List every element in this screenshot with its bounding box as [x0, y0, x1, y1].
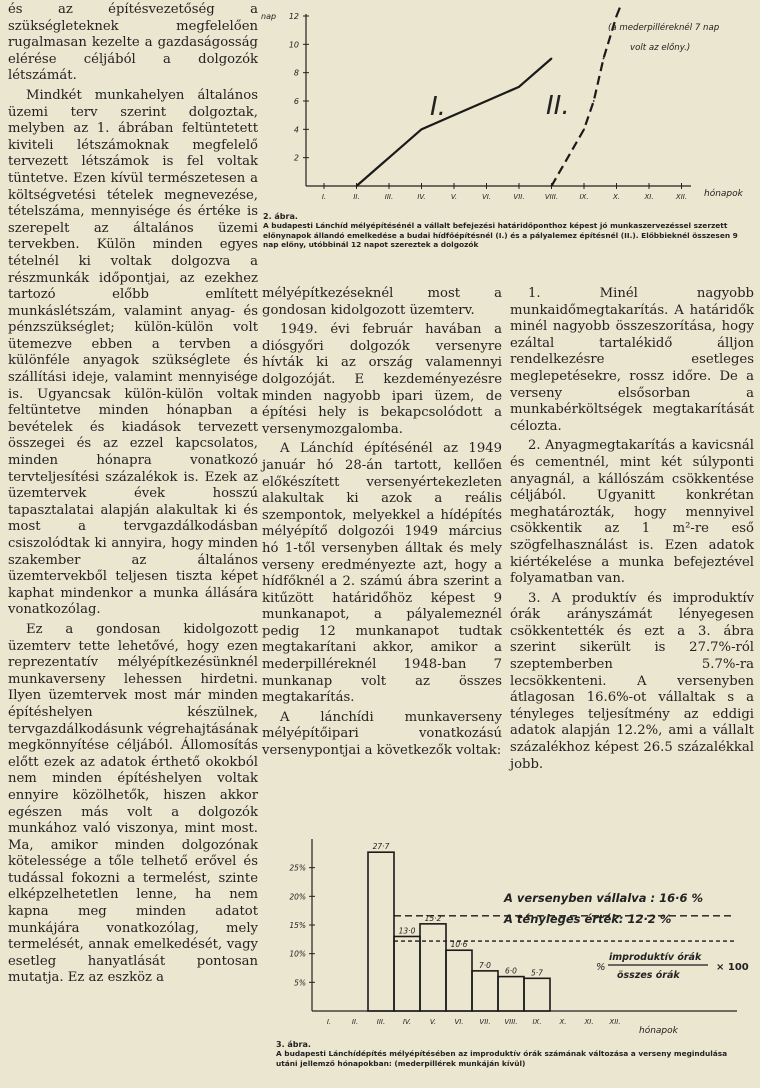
series-line-II-top	[617, 6, 621, 16]
x-tick-label: XII.	[609, 1018, 621, 1026]
data-point	[551, 58, 553, 60]
middle-text-column	[262, 286, 502, 760]
x-tick-label: IV.	[402, 1018, 412, 1026]
y-tick-label: 10	[288, 40, 299, 50]
x-tick-label: II.	[351, 1018, 359, 1026]
y-tick-label: 12	[288, 12, 299, 21]
figure-2-caption	[263, 212, 755, 250]
x-tick-label: XII.	[675, 193, 688, 201]
bar	[498, 977, 524, 1011]
formula-numerator: improduktív órák	[609, 952, 702, 963]
x-tick-label: III.	[376, 1018, 386, 1026]
paragraph: mélyépítkezéseknél most a gondosan kidolgozott üzemterv.	[262, 286, 502, 318]
bar-value-label: 6·0	[505, 966, 517, 976]
caption-text: A budapesti Lánchíd mélyépítésénél a vállalt befejezési határidőponthoz képest jó munkaszervezéssel szerzett előnynapok állandó emelkedése a budai hídfőépítésnél (I.) és a pályalemez építésnél (II.). Előbbieknél összesen 9 nap előny, utóbbinál 12 napot szereztek a dolgozók	[263, 221, 738, 250]
paragraph: A lánchídi munkaverseny mélyépítőipari vonatkozású versenypontjai a következők voltak:	[262, 709, 502, 759]
paragraph: A Lánchíd építésénél az 1949 január hó 28-án tartott, kellően előkészített versenyértekezleten alakultak ki azok a reális szempontok, melyekkel a hídépítés mélyépítő dolgozói 1949 március hó 1-től versenyben álltak és mely verseny eredményezte azt, hogy a hídfőknél a 2. számú ábra szerint a kitűzött határidőhöz képest 9 munkanapot, a pályalemeznél pedig 12 munkanapot tudtak megtakarítani akkor, amikor a mederpilléreknél 1948-ban 7 munkanap volt az összes megtakarítás.	[262, 441, 502, 706]
bar	[446, 950, 472, 1011]
bar-value-label: 10·6	[450, 940, 468, 950]
bar-value-label: 5·7	[531, 968, 543, 978]
x-tick-label: VI.	[454, 1018, 464, 1026]
x-tick-label: VII.	[479, 1018, 491, 1026]
ref-line-actual-label: A tényleges érték: 12·2 %	[504, 912, 672, 926]
y-tick-label: 4	[293, 125, 299, 135]
paragraph: 1949. évi február havában a diósgyőri dolgozók versenyre hívták ki az ország valamennyi dolgozóját. E kezdeményezésre minden nagyobb ipari üzem, de építési hely is bekapcsolódott a versenymozgalomba.	[262, 322, 502, 437]
x-tick-label: V.	[450, 193, 458, 201]
x-tick-label: I.	[326, 1018, 332, 1026]
y-tick-label: 5%	[294, 978, 306, 988]
data-point	[593, 100, 595, 102]
formula-denominator: összes órák	[617, 970, 680, 981]
figure-number: 2. ábra.	[263, 212, 298, 221]
data-point	[551, 185, 553, 187]
x-tick-labels	[327, 1018, 621, 1026]
x-tick-label: VIII.	[544, 193, 559, 201]
series-label-I: I.	[430, 92, 446, 122]
figure-3-bar-chart	[272, 806, 757, 1038]
bar-value-label: 15·2	[424, 913, 442, 923]
x-tick-label: III.	[384, 193, 394, 201]
y-tick-label: 2	[293, 153, 299, 163]
x-tick-label: VIII.	[504, 1018, 518, 1026]
figure-2-line-chart	[258, 2, 758, 212]
data-point	[388, 157, 390, 159]
data-point	[518, 86, 520, 88]
x-tick-labels	[322, 193, 687, 201]
x-tick-label: II.	[353, 193, 360, 201]
ref-line-committed-label: A versenyben vállalva : 16·6 %	[504, 891, 704, 905]
data-point	[356, 185, 358, 187]
paragraph: és az építésvezetőség a szükségleteknek megfelelően rugalmasan kezelte a gazdaságosság elérése céljából a dolgozók létszámát.	[8, 2, 258, 84]
y-tick-label: 10%	[289, 949, 306, 959]
y-tick-labels	[289, 864, 306, 988]
bar-value-label: 7·0	[479, 960, 491, 970]
figure-3-caption	[276, 1040, 748, 1068]
x-tick-label: X.	[559, 1018, 567, 1026]
y-tick-label: 6	[293, 97, 299, 106]
bar-value-label: 13·0	[398, 926, 416, 936]
paragraph: 1. Minél nagyobb munkaidőmegtakarítás. A határidők minél nagyobb összeszorítása, hogy ezáltal tartalékidő álljon rendelkezésre esetleges meglepetésekre, rossz időre. De a verseny elsősorban a munkabérköltségek megtakarítását célozta.	[510, 286, 754, 434]
data-lines	[356, 6, 621, 187]
x-tick-label: I.	[321, 193, 327, 201]
x-tick-label: XI.	[644, 193, 654, 201]
formula-prefix: %	[596, 962, 606, 973]
bar-value-label: 27·7	[372, 842, 390, 852]
annotation-line-1: (a mederpilléreknél 7 nap	[608, 23, 720, 33]
paragraph: 3. A produktív és improduktív órák arányszámát lényegesen csökkentették és ezt a 3. ábra szerint sikerült is 27.7%-ról szeptemberben 5.7%-ra lecsökkenteni. A versenyben átlagosan 16.6%-ot vállaltak s a tényleges teljesítmény az eddigi adatok alapján 12.2%, ami a vállalt százalékhoz képest 26.5 százalékkal jobb.	[510, 590, 754, 772]
data-point	[486, 100, 488, 102]
caption-text: A budapesti Lánchídépítés mélyépítésében az improduktív órák számának változása a verseny megindulása utáni jellemző hónapokban: (mederpillérek munkáján kívül)	[276, 1049, 728, 1068]
bar	[394, 936, 420, 1011]
axes	[303, 14, 691, 189]
left-text-column	[8, 2, 258, 987]
y-axis-label: nap	[261, 12, 277, 21]
data-point	[603, 58, 605, 60]
bar	[420, 924, 446, 1011]
figure-number: 3. ábra.	[276, 1040, 311, 1049]
bar	[472, 971, 498, 1011]
y-tick-labels	[289, 12, 299, 163]
series-label-II: II.	[546, 91, 570, 121]
x-tick-label: IV.	[417, 193, 426, 201]
x-axis-label: hónapok	[639, 1026, 678, 1036]
x-tick-label: X.	[612, 193, 621, 201]
data-point	[453, 114, 455, 116]
x-tick-label: VI.	[481, 193, 492, 201]
paragraph: Mindkét munkahelyen általános üzemi terv szerint dolgoztak, melyben az 1. ábrában feltüntetett kiviteli létszámoknak megfelelő tervezett létszámok is fel voltak tüntetve. Ezen kívül természetesen a költségvetési tételek megnevezése, tételszáma, mennyisége és értéke is szerepelt az általános üzemi tervekben. Külön minden egyes tételnél ki voltak dolgozva a részmunkák időpontjai, az ezekhez tartozó előbb említett munkáslétszám, valamint anyag- és pénzszükséglet; külön-külön volt ütemezve ebben a tervben a különféle anyagok szükséglete és szállítási ideje, valamint mennyisége is. Ugyancsak külön-külön voltak feltüntetve minden hónapban a bevételek és kiadások tervezett összegei és az ezzel kapcsolatos, minden hónapra vonatkozó tervteljesítési százalékok is. Ezek az üzemtervek évek hosszú tapasztalatai alapján alakultak ki és most a tervgazdálkodásban csiszolódtak ki annyira, hogy minden szakember az általános üzemtervekből teljesen tiszta képet kaphat mindenkor a munka állására vonatkozólag.	[8, 87, 258, 618]
right-text-column	[510, 286, 754, 773]
x-tick-label: VII.	[513, 193, 525, 201]
x-tick-label: IX.	[532, 1018, 542, 1026]
bar	[524, 978, 550, 1011]
y-tick-label: 20%	[289, 892, 306, 902]
formula-suffix: × 100	[716, 962, 749, 973]
y-tick-label: 15%	[289, 921, 306, 930]
series-line-I	[357, 59, 552, 187]
x-tick-label: V.	[429, 1018, 437, 1026]
x-tick-label: XI.	[584, 1018, 594, 1026]
y-tick-label: 8	[293, 68, 299, 78]
bars	[368, 842, 550, 1011]
paragraph: 2. Anyagmegtakarítás a kavicsnál és cementnél, mint két súlyponti anyagnál, a kállószám csökkentése céljából. Ugyanitt konkrétan meghatározták, hogy mennyivel csökkentik az 1 m²-re eső szögfelhasználást is. Ezen adatok kiértékelése a munka befejeztével folyamatban van.	[510, 438, 754, 587]
data-point	[583, 128, 585, 130]
paragraph: Ez a gondosan kidolgozott üzemterv tette lehetővé, hogy ezen reprezentatív mélyépítkezésünknél munkaverseny lehessen hirdetni. Ilyen üzemtervek most már minden építéshelyen készülnek, tervgazdálkodásunk végrehajtásának megkönnyítése céljából. Állomosítás előtt ezek az adatok érthető okokból nem minden építéshelyen voltak ennyire közölhetők, hiszen akkor egészen más volt a dolgozók munkához való viszonya, mint most. Ma, amikor minden dolgozónak kötelessége a tőle telhető erővel és tudással fokozni a termelést, szinte elképzelhetetlen lenne, ha nem kapna meg minden adatot munkájára vonatkozólag, mely termelését, annak emelkedését, vagy esetleg hanyatlását pontosan mutatja. Ez az eszköz a	[8, 621, 258, 986]
bar	[368, 852, 394, 1011]
data-point	[421, 128, 423, 130]
y-tick-label: 25%	[289, 863, 306, 873]
annotation-line-2: volt az előny.)	[630, 43, 691, 53]
x-tick-label: IX.	[579, 193, 589, 201]
x-axis-label: hónapok	[704, 189, 743, 199]
